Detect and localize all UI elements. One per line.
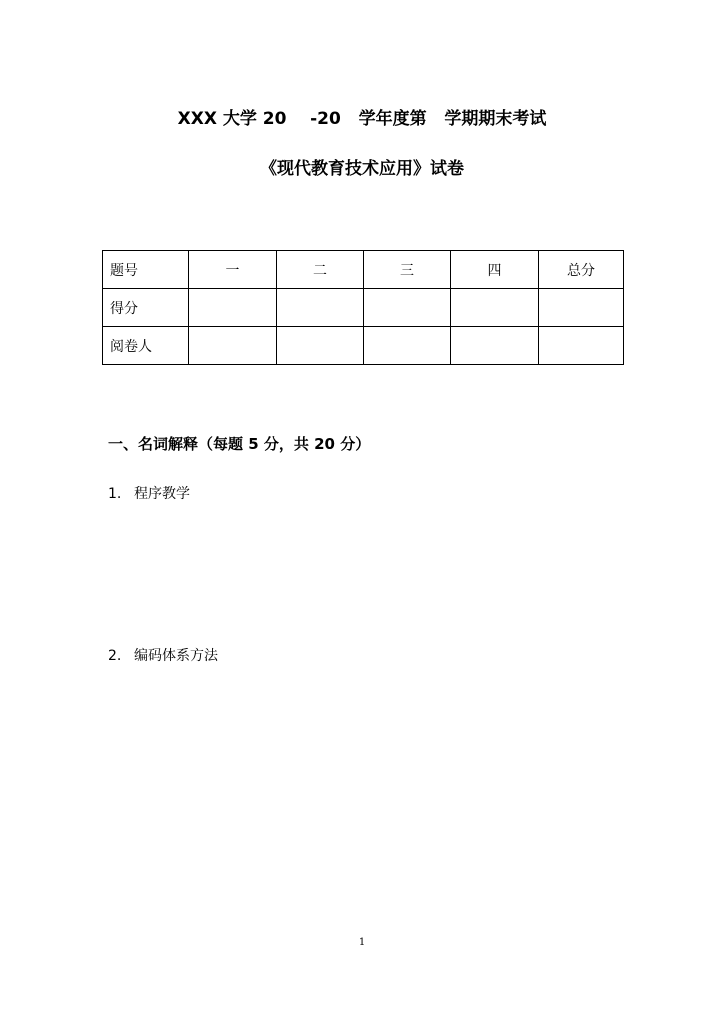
grader-cell [451,327,539,365]
question-item [108,645,218,665]
score-table [102,250,624,365]
question-text: 程序教学 [134,486,190,502]
grader-cell [364,327,451,365]
grader-row [103,327,624,365]
score-table-header-row [103,251,624,289]
score-cell [277,289,364,327]
header-cell-total: 总分 [539,251,624,289]
header-cell-question-number: 题号 [103,251,189,289]
question-item [108,483,190,503]
header-cell-4: 四 [451,251,539,289]
header-cell-3: 三 [364,251,451,289]
header-cell-1: 一 [189,251,277,289]
grader-row-label: 阅卷人 [103,327,189,365]
score-cell [189,289,277,327]
exam-title: XXX 大学 20 -20 学年度第 学期期末考试 [177,109,547,129]
question-number: 1. [108,486,122,502]
header-cell-2: 二 [277,251,364,289]
question-text: 编码体系方法 [134,648,218,664]
score-cell [451,289,539,327]
grader-cell [539,327,624,365]
score-cell [539,289,624,327]
section-title: 一、名词解释（每题 5 分，共 20 分） [108,435,371,453]
grader-cell [277,327,364,365]
paper-title: 《现代教育技术应用》试卷 [260,159,464,179]
score-cell [364,289,451,327]
grader-cell [189,327,277,365]
page-number: 1 [358,937,366,948]
score-row-label: 得分 [103,289,189,327]
score-row [103,289,624,327]
question-number: 2. [108,648,122,664]
